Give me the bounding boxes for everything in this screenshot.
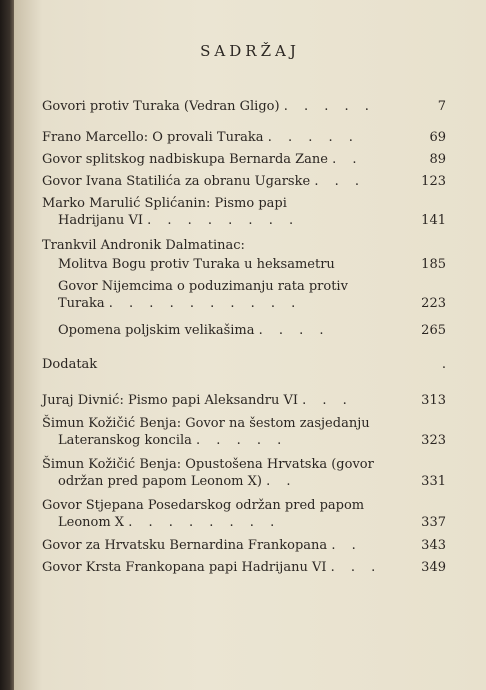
toc-page-number: 69	[429, 130, 446, 145]
toc-entry-title: Govori protiv Turaka (Vedran Gligo)	[42, 99, 280, 114]
toc-page-number: 123	[421, 174, 446, 189]
appendix-heading: Dodatak	[42, 357, 98, 372]
toc-leader-dots: . .	[332, 152, 363, 167]
toc-page-number: 223	[421, 296, 446, 311]
toc-entry	[42, 256, 446, 273]
page-title: SADRŽAJ	[200, 42, 300, 60]
toc-entry-title-continued: Lateranskog koncila	[58, 433, 192, 448]
toc-entry-title: Marko Marulić Splićanin: Pismo papi	[42, 196, 287, 211]
toc-entry-title: Juraj Divnić: Pismo papi Aleksandru VI	[42, 393, 298, 408]
toc-leader-dots: . . . . . . . . . .	[108, 296, 302, 311]
toc-page-number: 7	[437, 99, 446, 114]
toc-entry	[42, 559, 446, 576]
toc-entry	[42, 195, 446, 229]
toc-leader-dots: . .	[266, 474, 297, 489]
appendix-heading-dot: .	[441, 357, 446, 372]
toc-entry	[42, 537, 446, 554]
toc-leader-dots: . . .	[314, 174, 365, 189]
toc-entry	[42, 322, 446, 339]
toc-page-number: 313	[421, 393, 446, 408]
toc-page-number: 265	[421, 323, 446, 338]
toc-entry	[42, 278, 446, 312]
toc-page-number: 343	[421, 538, 446, 553]
book-spine-shadow	[0, 0, 14, 690]
toc-leader-dots: . . . . .	[283, 99, 375, 114]
toc-entry-title-continued: održan pred papom Leonom X)	[58, 474, 262, 489]
toc-entry-title: Govor Krsta Frankopana papi Hadrijanu VI	[42, 560, 327, 575]
toc-page-number: 337	[421, 515, 446, 530]
toc-entry-title: Šimun Kožičić Benja: Opustošena Hrvatska (govor	[42, 457, 374, 472]
toc-entry	[42, 497, 446, 531]
toc-entry-title: Šimun Kožičić Benja: Govor na šestom zasjedanju	[42, 416, 370, 431]
toc-leader-dots: . . .	[302, 393, 353, 408]
toc-page-number: 89	[429, 152, 446, 167]
toc-entry	[42, 173, 446, 190]
toc-leader-dots: . . . . .	[196, 433, 288, 448]
toc-entry-title-continued: Turaka	[58, 296, 105, 311]
toc-page-number: 185	[421, 257, 446, 272]
toc-page-number: 349	[421, 560, 446, 575]
toc-leader-dots: . .	[331, 538, 362, 553]
toc-entry-title: Govor splitskog nadbiskupa Bernarda Zane	[42, 152, 328, 167]
toc-entry	[42, 151, 446, 168]
toc-leader-dots: . . . . . . . .	[147, 213, 300, 228]
book-page	[14, 0, 486, 690]
toc-entry-title: Govor za Hrvatsku Bernardina Frankopana	[42, 538, 328, 553]
toc-entry	[42, 456, 446, 490]
toc-entry-title: Opomena poljskim velikašima	[58, 323, 255, 338]
toc-entry	[42, 98, 446, 115]
toc-page-number: 323	[421, 433, 446, 448]
toc-entry	[42, 415, 446, 449]
toc-leader-dots: . . . .	[258, 323, 330, 338]
toc-group-heading	[42, 237, 446, 254]
toc-entry-title: Frano Marcello: O provali Turaka	[42, 130, 264, 145]
toc-page-number: 141	[421, 213, 446, 228]
toc-leader-dots: . . . . .	[267, 130, 359, 145]
toc-entry-title: Molitva Bogu protiv Turaka u heksametru	[58, 257, 335, 272]
toc-entry	[42, 392, 446, 409]
toc-entry-title-continued: Leonom X	[58, 515, 125, 530]
toc-entry-title-continued: Hadrijanu VI	[58, 213, 143, 228]
toc-entry-title: Govor Ivana Statilića za obranu Ugarske	[42, 174, 311, 189]
toc-leader-dots: . . .	[330, 560, 382, 575]
toc-entry	[42, 129, 446, 146]
toc-leader-dots: . . . . . . . .	[128, 515, 281, 530]
toc-entry-title: Govor Nijemcima o poduzimanju rata protiv	[58, 279, 348, 294]
toc-page-number: 331	[421, 474, 446, 489]
toc-author-heading: Trankvil Andronik Dalmatinac:	[42, 238, 245, 253]
toc-entry-title: Govor Stjepana Posedarskog održan pred papom	[42, 498, 365, 513]
